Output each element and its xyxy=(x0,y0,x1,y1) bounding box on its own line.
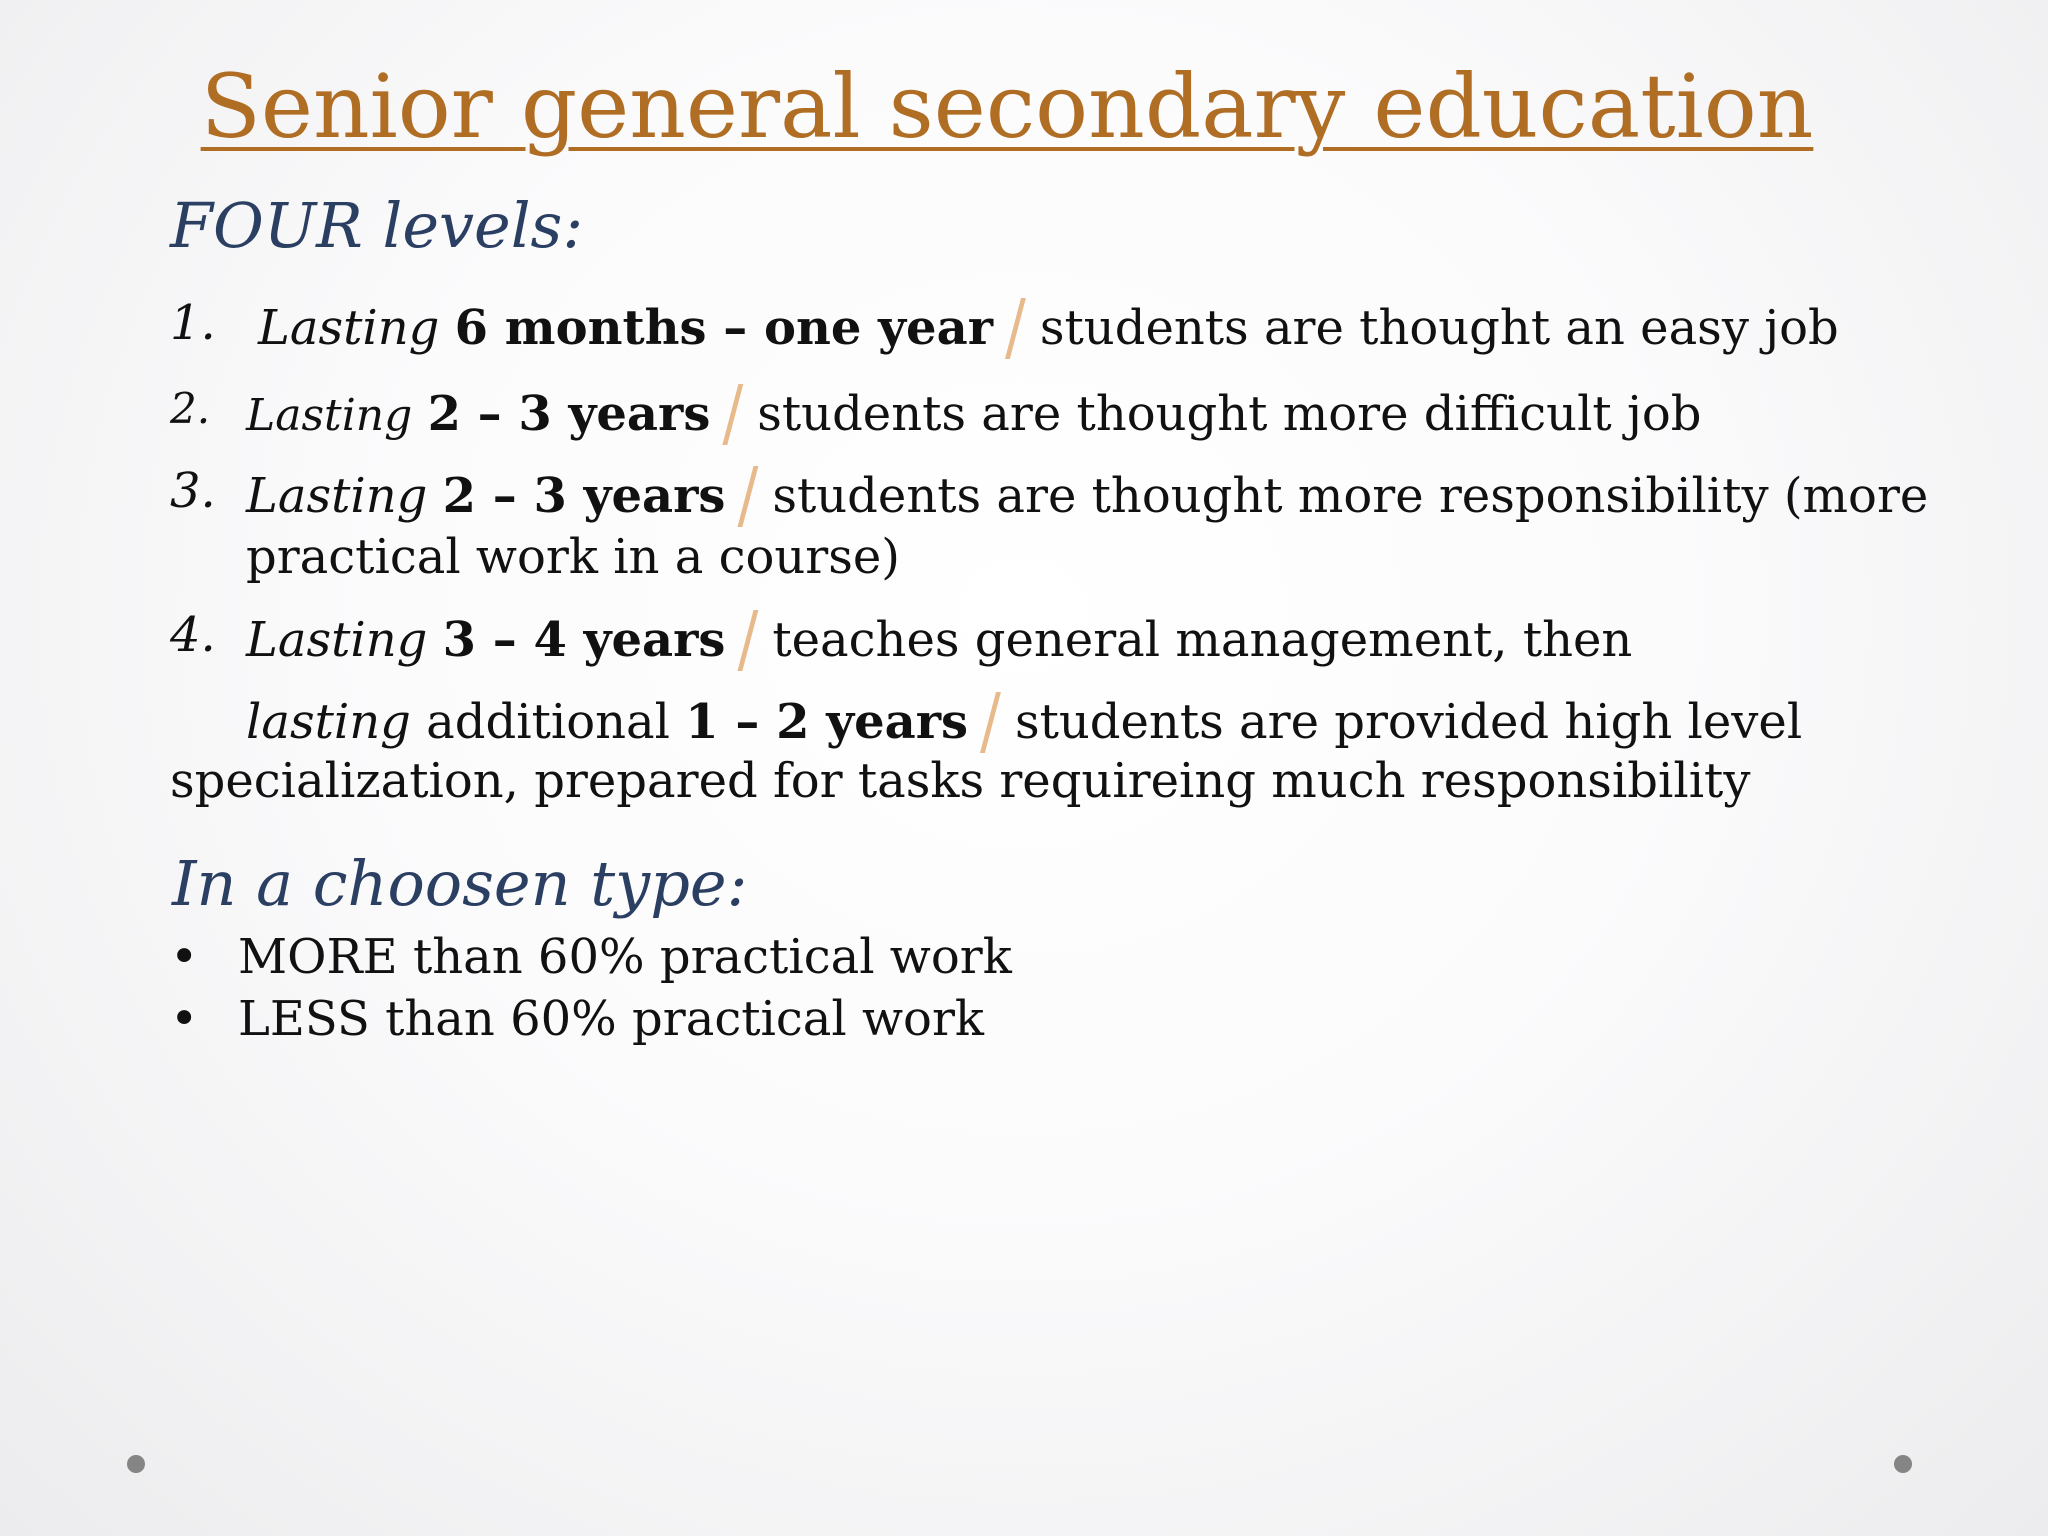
level-duration-4: 3 – 4 years xyxy=(442,612,726,668)
level-extra-slash-4: / xyxy=(980,676,1001,765)
bullet-item-2 xyxy=(170,988,984,1050)
slide-title: Senior general secondary education xyxy=(200,55,1814,158)
level-extra-additional-4: additional xyxy=(426,694,670,750)
level-slash-3: / xyxy=(737,450,759,539)
level-extra-lasting-4: lasting xyxy=(246,694,411,750)
level-number-2: 2. xyxy=(170,384,211,433)
level-number-4: 4. xyxy=(170,607,216,663)
level-duration-2: 2 – 3 years xyxy=(427,386,711,442)
bullet-icon: • xyxy=(170,929,199,985)
level-lasting-4: Lasting xyxy=(246,612,428,668)
bullet-icon: • xyxy=(170,991,199,1047)
level-description-1: students are thought an easy job xyxy=(1039,300,1839,356)
level-slash-2: / xyxy=(722,368,744,457)
level-duration-1: 6 months – one year xyxy=(454,300,993,356)
level-duration-3: 2 – 3 years xyxy=(442,468,726,524)
level-lasting-3: Lasting xyxy=(246,468,428,524)
level-slash-4: / xyxy=(737,594,759,683)
level-extra-description-4-cont: specialization, prepared for tasks requireing much responsibility xyxy=(170,753,1751,809)
level-number-1: 1. xyxy=(170,295,216,351)
decorative-dot-left xyxy=(127,1455,145,1473)
level-description-2: students are thought more difficult job xyxy=(757,386,1702,442)
bullet-text-1: MORE than 60% practical work xyxy=(238,929,1012,985)
level-description-4: teaches general management, then xyxy=(772,612,1633,668)
level-extra-duration-4: 1 – 2 years xyxy=(685,694,969,750)
bullet-text-2: LESS than 60% practical work xyxy=(238,991,984,1047)
level-lasting-2: Lasting xyxy=(246,390,413,441)
type-heading: In a choosen type: xyxy=(172,847,748,920)
level-lasting-1: Lasting xyxy=(258,300,440,356)
bullet-item-1 xyxy=(170,926,1012,988)
levels-heading: FOUR levels: xyxy=(170,189,584,262)
level-description-3-cont: practical work in a course) xyxy=(246,529,900,585)
level-description-3: students are thought more responsibility (more xyxy=(772,468,1929,524)
decorative-dot-right xyxy=(1894,1455,1912,1473)
level-extra-description-4: students are provided high level xyxy=(1014,694,1803,750)
level-number-3: 3. xyxy=(170,463,216,519)
level-slash-1: / xyxy=(1004,282,1026,371)
